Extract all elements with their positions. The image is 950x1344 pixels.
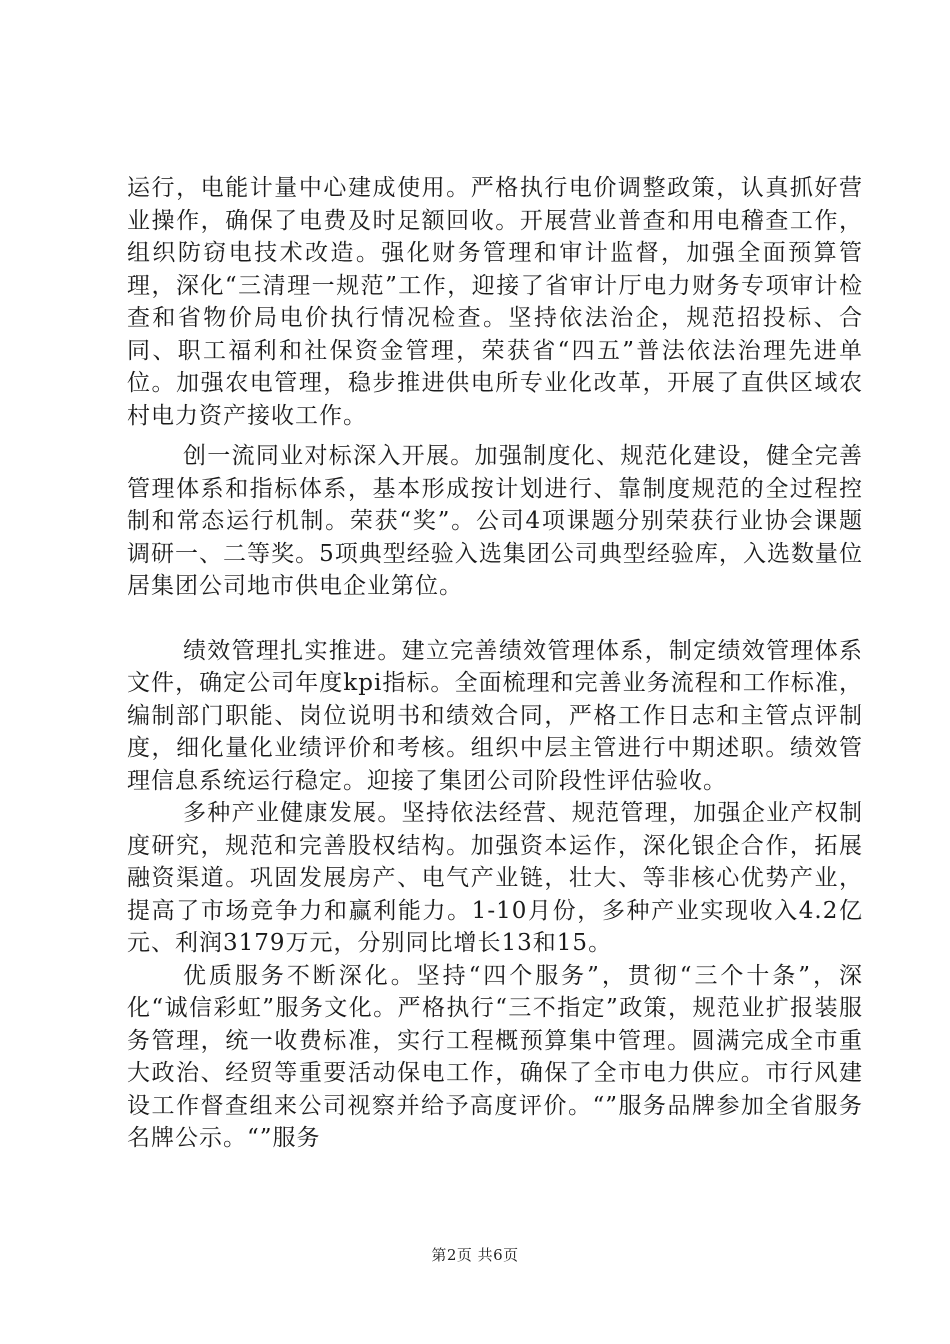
page-number-footer: 第2页 共6页 <box>431 1246 519 1264</box>
paragraph-performance-management: 绩效管理扎实推进。建立完善绩效管理体系，制定绩效管理体系文件，确定公司年度kpi指标。全面梳理和完善业务流程和工作标准，编制部门职能、岗位说明书和绩效合同，严格工作日志和主管点评制度，细化量化业绩评价和考核。组织中层主管进行中期述职。绩效管理信息系统运行稳定。迎接了集团公司阶段性评估验收。 <box>127 637 863 794</box>
paragraph-quality-service: 优质服务不断深化。坚持“四个服务”，贯彻“三个十条”，深化“诚信彩虹”服务文化。严格执行“三不指定”政策，规范业扩报装服务管理，统一收费标准，实行工程概预算集中管理。圆满完成全市重大政治、经贸等重要活动保电工作，确保了全市电力供应。市行风建设工作督查组来公司视察并给予高度评价。“”服务品牌参加全省服务名牌公示。“”服务 <box>127 962 863 1151</box>
paragraph-operations: 运行，电能计量中心建成使用。严格执行电价调整政策，认真抓好营业操作，确保了电费及时足额回收。开展营业普查和用电稽查工作，组织防窃电技术改造。强化财务管理和审计监督，加强全面预算管理，深化“三清理一规范”工作，迎接了省审计厅电力财务专项审计检查和省物价局电价执行情况检查。坚持依法治企，规范招投标、合同、职工福利和社保资金管理，荣获省“四五”普法依法治理先进单位。加强农电管理，稳步推进供电所专业化改革，开展了直供区域农村电力资产接收工作。 <box>127 175 863 429</box>
paragraph-benchmarking: 创一流同业对标深入开展。加强制度化、规范化建设，健全完善管理体系和指标体系，基本形成按计划进行、靠制度规范的全过程控制和常态运行机制。荣获“奖”。公司4项课题分别荣获行业协会课题调研一、二等奖。5项典型经验入选集团公司典型经验库，入选数量位居集团公司地市供电企业第位。 <box>127 443 863 599</box>
paragraph-diversified-industries: 多种产业健康发展。坚持依法经营、规范管理，加强企业产权制度研究，规范和完善股权结构。加强资本运作，深化银企合作，拓展融资渠道。巩固发展房产、电气产业链，壮大、等非核心优势产业，提高了市场竞争力和赢利能力。1-10月份，多种产业实现收入4.2亿元、利润3179万元，分别同比增长13和15。 <box>127 800 863 956</box>
document-body <box>127 172 863 1155</box>
